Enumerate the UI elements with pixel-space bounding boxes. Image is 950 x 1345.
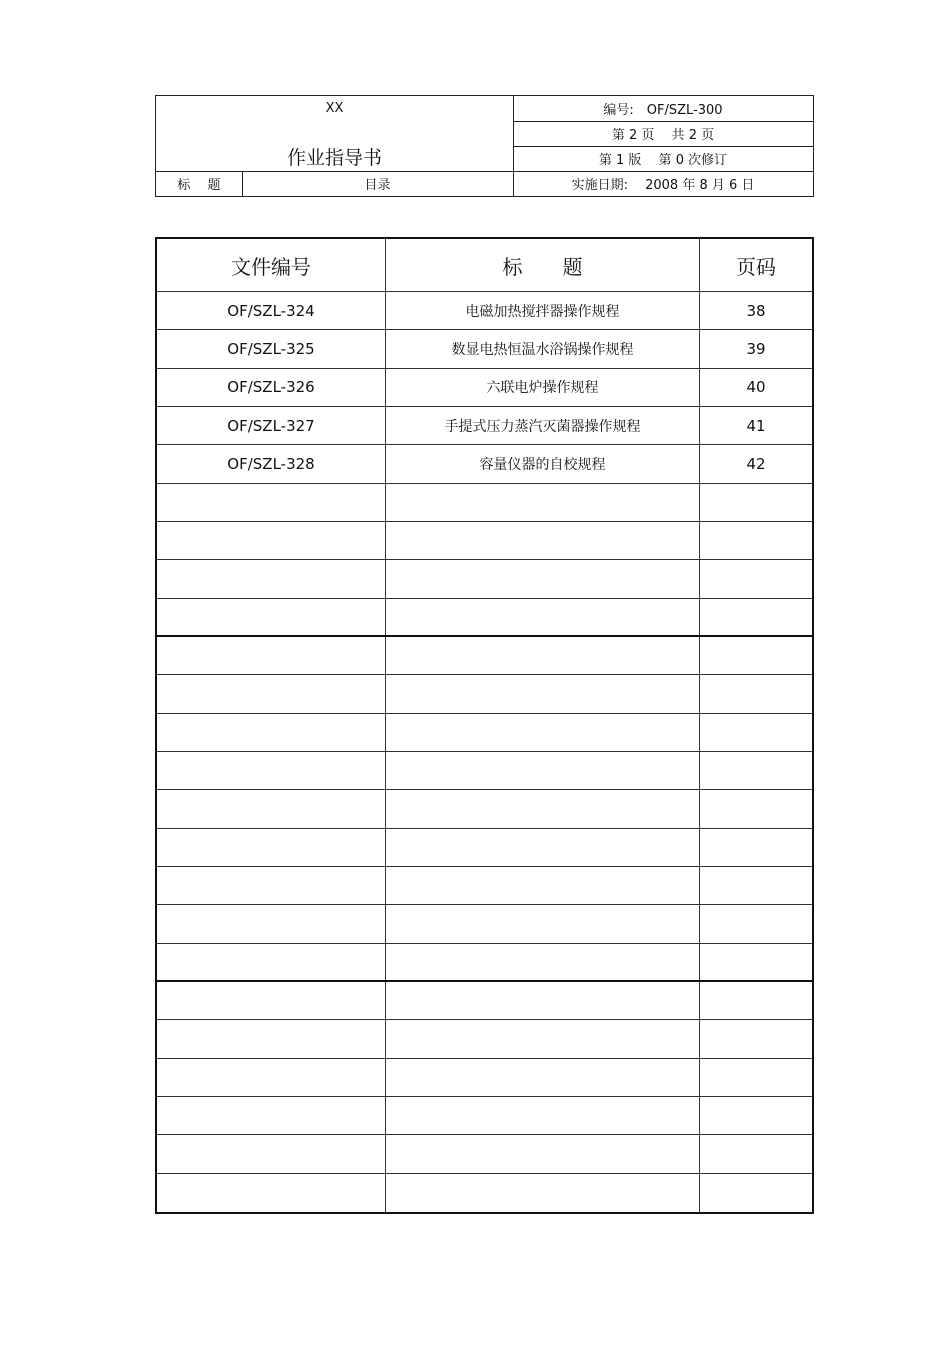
document-type: 作业指导书 [286,147,382,169]
row-title [386,752,700,789]
row-title [386,944,700,980]
table-row [157,1059,812,1097]
table-row [157,292,812,330]
row-code [157,1174,386,1212]
table-row [157,637,812,675]
table-row [157,484,812,522]
row-code [157,752,386,789]
row-page [700,675,812,712]
row-code: OF/SZL-324 [157,292,386,329]
document-header [155,95,814,197]
row-title [386,905,700,942]
row-code [157,790,386,827]
row-code [157,1020,386,1057]
row-page [700,1020,812,1057]
revision-info: 第 1 版 第 0 次修订 [598,153,728,168]
row-title [386,1020,700,1057]
row-code [157,637,386,674]
row-page: 38 [746,301,766,320]
row-code [157,522,386,559]
row-page [700,1174,812,1212]
table-header-row [157,239,812,292]
row-code [157,714,386,751]
row-page: 42 [746,454,766,473]
row-code: OF/SZL-325 [157,330,386,367]
column-header-page: 页码 [736,254,776,279]
row-title: 数显电热恒温水浴锅操作规程 [386,330,700,367]
row-code: OF/SZL-327 [157,407,386,444]
org-name: XX [325,101,344,116]
table-row [157,752,812,790]
row-title [386,560,700,597]
row-title [386,484,700,521]
table-row [157,330,812,368]
row-title [386,714,700,751]
column-header-code: 文件编号 [157,239,386,291]
table-row [157,369,812,407]
column-header-title: 标 题 [386,239,700,291]
row-page: 41 [746,416,766,435]
row-title: 电磁加热搅拌器操作规程 [386,292,700,329]
row-title [386,829,700,866]
table-row [157,522,812,560]
header-divider [242,171,243,196]
table-row [157,790,812,828]
table-row [157,599,812,637]
row-code [157,905,386,942]
row-title: 六联电炉操作规程 [386,369,700,406]
row-code [157,599,386,635]
row-title [386,1097,700,1134]
table-row [157,944,812,982]
row-page [700,982,812,1019]
row-page [700,829,812,866]
row-page [700,714,812,751]
row-code [157,982,386,1019]
row-page [700,1097,812,1134]
row-page [700,1135,812,1172]
table-row [157,829,812,867]
table-row [157,407,812,445]
row-page [700,637,812,674]
title-value: 目录 [364,178,391,193]
row-page [700,560,812,597]
row-page [700,905,812,942]
row-title [386,867,700,904]
header-divider [513,121,813,122]
table-row [157,1020,812,1058]
table-row [157,560,812,598]
row-page: 40 [746,378,766,397]
effective-date: 实施日期: 2008 年 8 月 6 日 [571,178,755,193]
table-row [157,1135,812,1173]
document-number: 编号: OF/SZL-300 [603,103,723,118]
row-code [157,1135,386,1172]
row-title [386,599,700,635]
table-row [157,1174,812,1212]
row-title: 容量仪器的自校规程 [386,445,700,482]
row-code [157,560,386,597]
row-code [157,675,386,712]
row-page: 39 [746,339,766,358]
row-title [386,637,700,674]
row-code [157,1097,386,1134]
row-code: OF/SZL-326 [157,369,386,406]
row-page [700,867,812,904]
title-label: 标 题 [177,178,221,193]
row-page [700,752,812,789]
page-info: 第 2 页 共 2 页 [611,128,715,143]
row-page [700,790,812,827]
table-row [157,905,812,943]
table-row [157,445,812,483]
row-title [386,1174,700,1212]
table-row [157,675,812,713]
row-title [386,1135,700,1172]
row-code: OF/SZL-328 [157,445,386,482]
row-title [386,982,700,1019]
row-code [157,1059,386,1096]
table-row [157,1097,812,1135]
row-page [700,599,812,635]
header-divider [513,146,813,147]
row-title [386,675,700,712]
row-page [700,944,812,980]
row-code [157,484,386,521]
row-code [157,867,386,904]
row-page [700,484,812,521]
table-row [157,982,812,1020]
row-code [157,944,386,980]
row-page [700,1059,812,1096]
row-title: 手提式压力蒸汽灭菌器操作规程 [386,407,700,444]
contents-table [155,237,814,1214]
table-row [157,714,812,752]
table-row [157,867,812,905]
row-title [386,1059,700,1096]
row-page [700,522,812,559]
row-title [386,522,700,559]
header-divider [156,171,813,172]
row-title [386,790,700,827]
row-code [157,829,386,866]
